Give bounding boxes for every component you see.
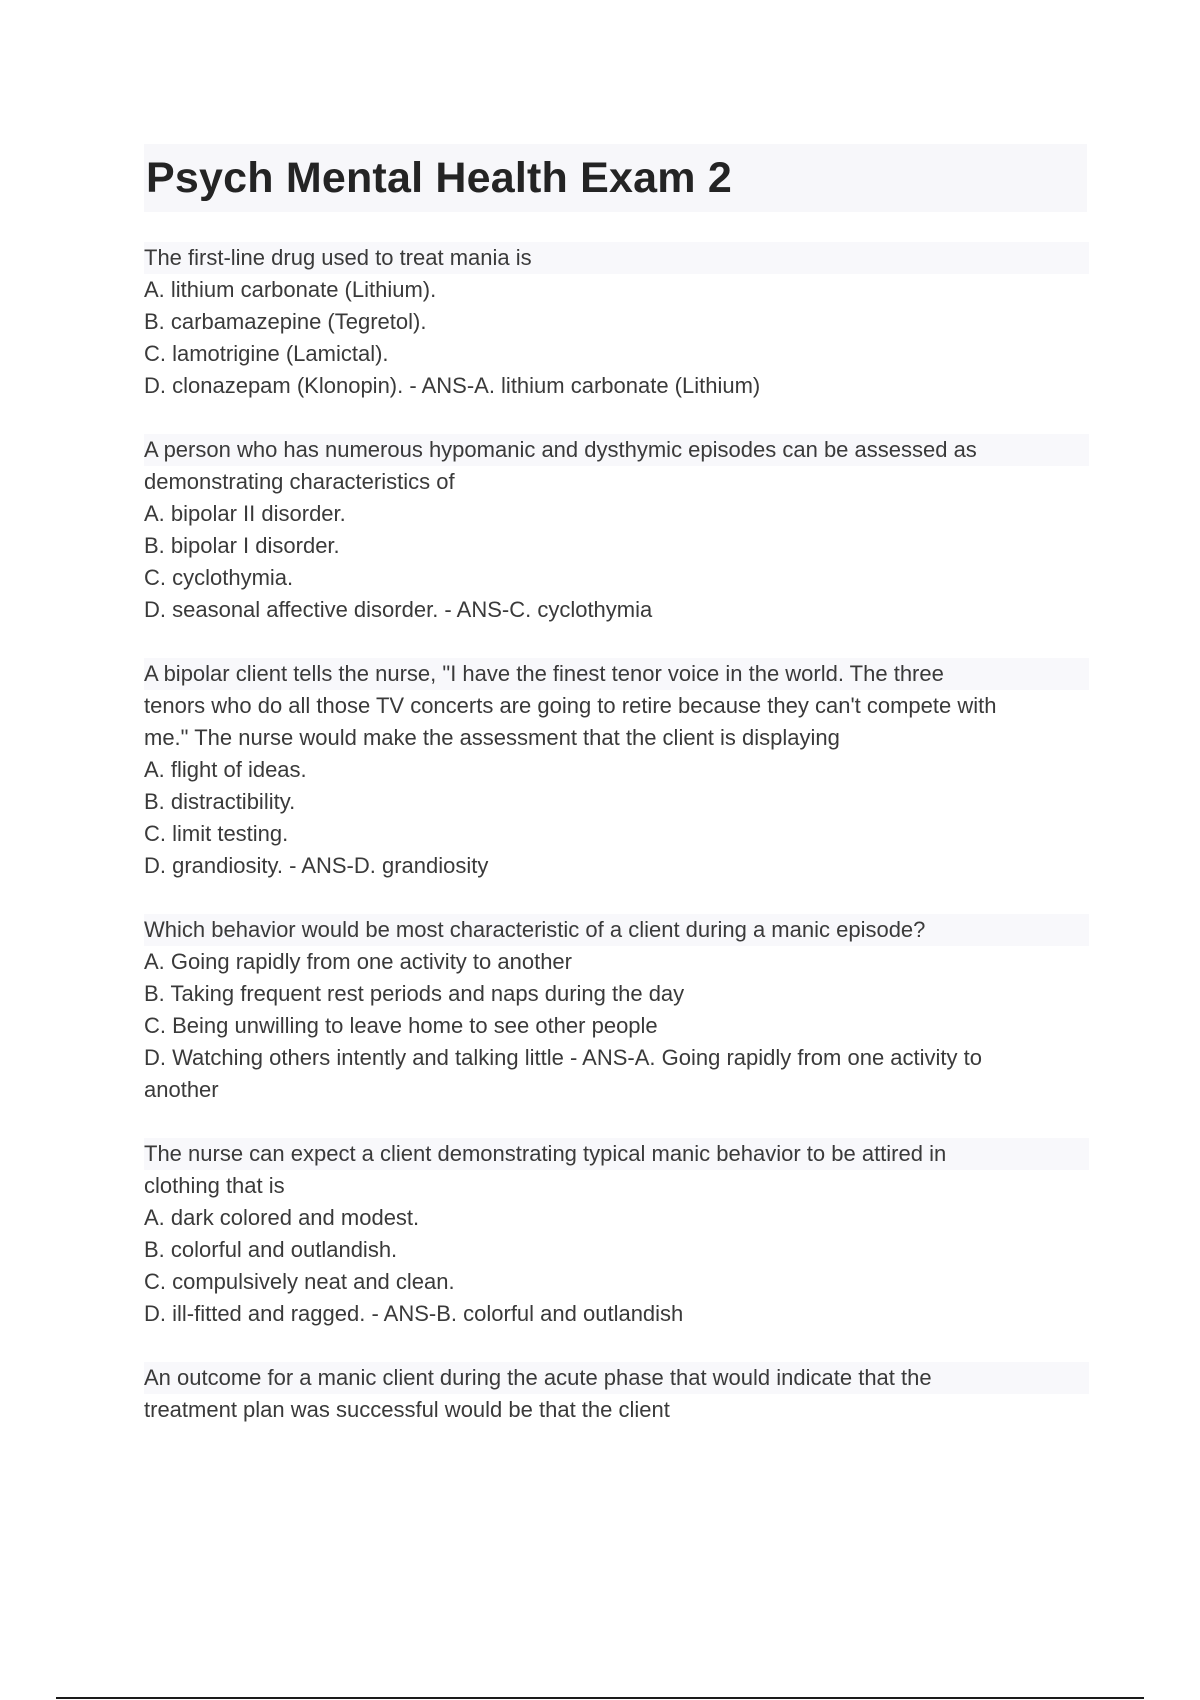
question-stem: clothing that is	[144, 1173, 285, 1198]
page-bottom-rule	[56, 1697, 1144, 1699]
question-stem: treatment plan was successful would be that the client	[144, 1397, 670, 1422]
answer-option-with-key: D. clonazepam (Klonopin). - ANS-A. lithium carbonate (Lithium)	[144, 373, 761, 398]
answer-option-with-key: D. grandiosity. - ANS-D. grandiosity	[144, 853, 489, 878]
answer-option: C. Being unwilling to leave home to see other people	[144, 1013, 658, 1038]
question-block	[144, 914, 1089, 1106]
question-stem: The first-line drug used to treat mania is	[144, 242, 1089, 274]
question-block	[144, 658, 1089, 882]
question-block	[144, 1362, 1089, 1426]
question-stem: A bipolar client tells the nurse, "I have the finest tenor voice in the world. The three	[144, 658, 1089, 690]
answer-option-with-key: D. Watching others intently and talking little - ANS-A. Going rapidly from one activity to	[144, 1045, 982, 1070]
answer-option-with-key: D. seasonal affective disorder. - ANS-C. cyclothymia	[144, 597, 653, 622]
answer-option: C. cyclothymia.	[144, 565, 294, 590]
answer-option: A. lithium carbonate (Lithium).	[144, 277, 437, 302]
question-stem: tenors who do all those TV concerts are going to retire because they can't compete with	[144, 693, 997, 718]
question-stem: An outcome for a manic client during the acute phase that would indicate that the	[144, 1362, 1089, 1394]
question-stem: The nurse can expect a client demonstrating typical manic behavior to be attired in	[144, 1138, 1089, 1170]
question-block	[144, 242, 1089, 402]
answer-option: A. bipolar II disorder.	[144, 501, 346, 526]
answer-option: B. Taking frequent rest periods and naps during the day	[144, 981, 685, 1006]
answer-option: A. flight of ideas.	[144, 757, 307, 782]
answer-option: B. bipolar I disorder.	[144, 533, 340, 558]
question-stem: A person who has numerous hypomanic and dysthymic episodes can be assessed as	[144, 434, 1089, 466]
question-stem: demonstrating characteristics of	[144, 469, 455, 494]
question-block	[144, 434, 1089, 626]
answer-option: C. lamotrigine (Lamictal).	[144, 341, 389, 366]
answer-option: B. distractibility.	[144, 789, 296, 814]
page-title: Psych Mental Health Exam 2	[146, 154, 732, 202]
answer-option: A. Going rapidly from one activity to another	[144, 949, 572, 974]
question-list	[144, 242, 1089, 1458]
answer-option-with-key: D. ill-fitted and ragged. - ANS-B. colorful and outlandish	[144, 1301, 684, 1326]
question-stem: Which behavior would be most characteristic of a client during a manic episode?	[144, 914, 1089, 946]
title-bar	[144, 144, 1087, 212]
answer-option: A. dark colored and modest.	[144, 1205, 420, 1230]
answer-option-with-key: another	[144, 1077, 219, 1102]
answer-option: B. carbamazepine (Tegretol).	[144, 309, 427, 334]
answer-option: B. colorful and outlandish.	[144, 1237, 398, 1262]
question-stem: me." The nurse would make the assessment that the client is displaying	[144, 725, 840, 750]
question-block	[144, 1138, 1089, 1330]
answer-option: C. compulsively neat and clean.	[144, 1269, 455, 1294]
answer-option: C. limit testing.	[144, 821, 289, 846]
